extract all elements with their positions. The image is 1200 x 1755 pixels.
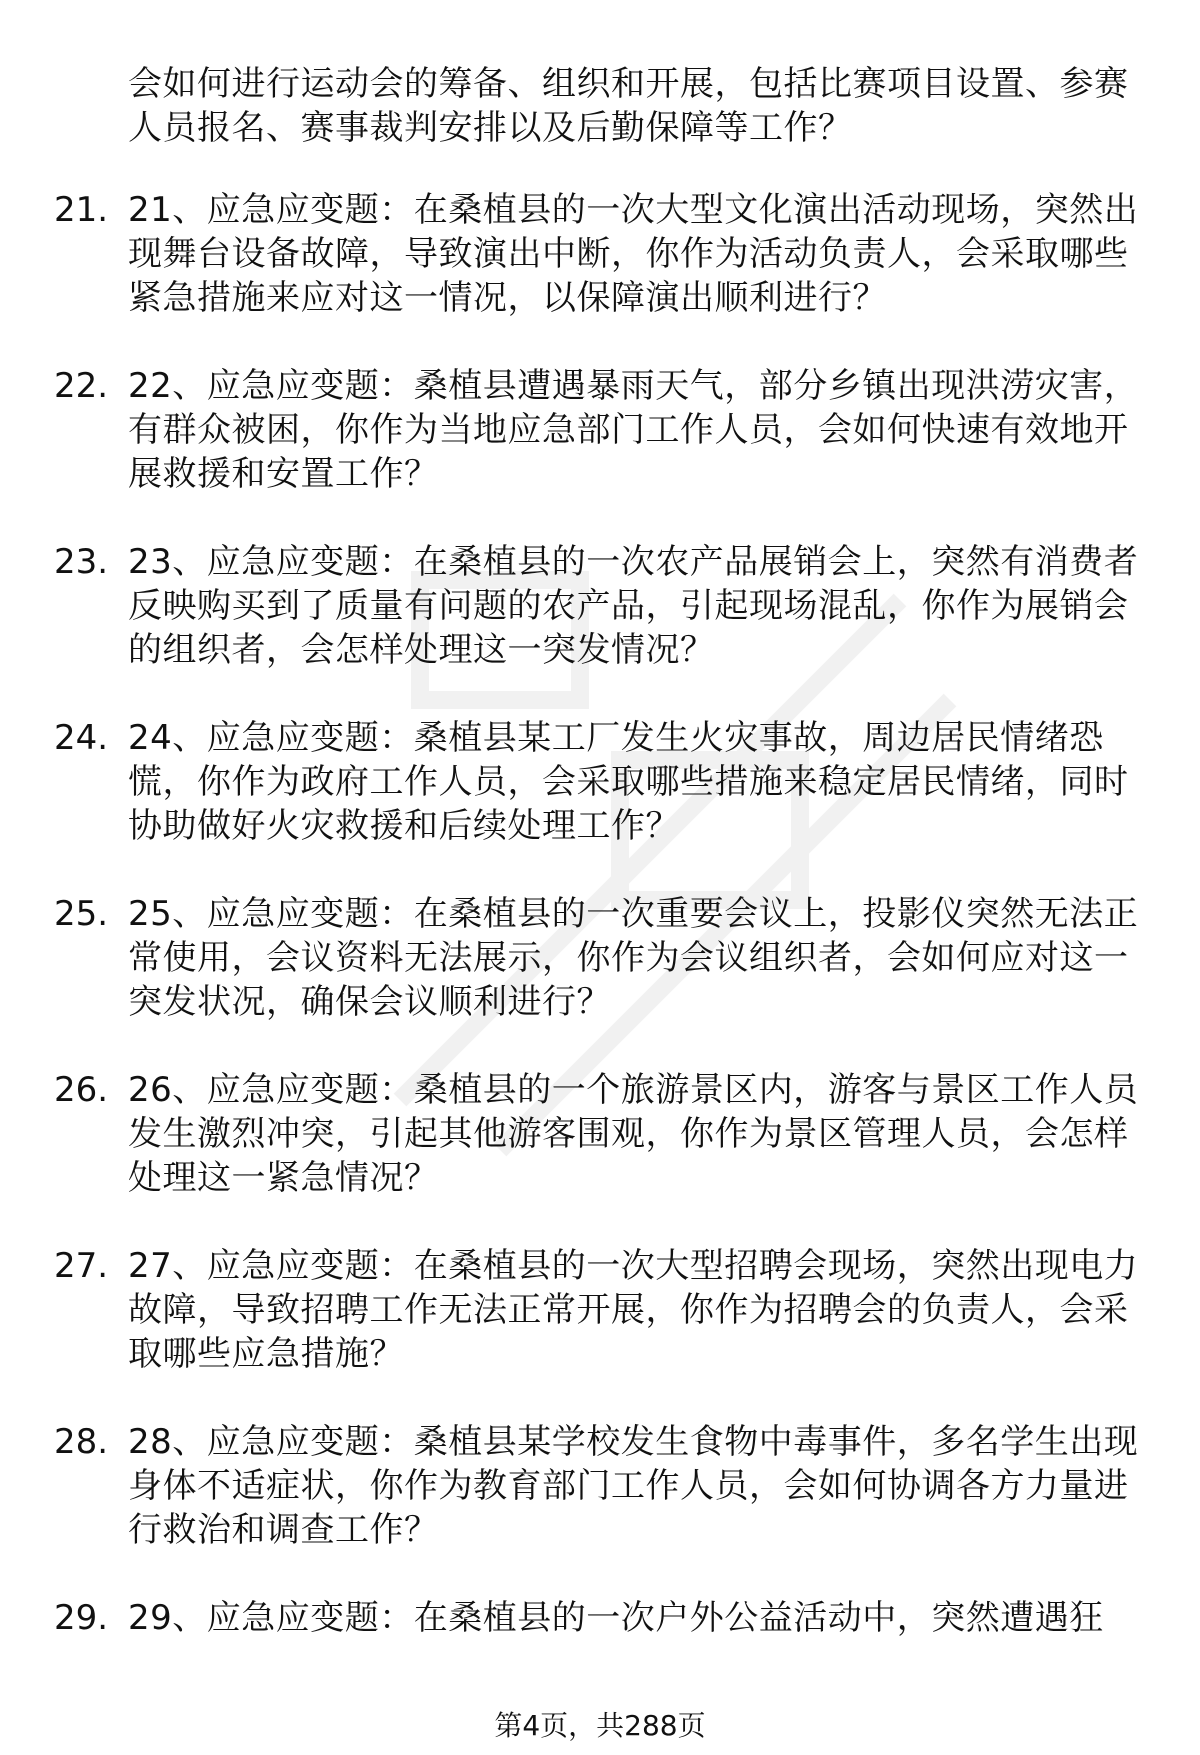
item-number: 28. (54, 1422, 109, 1462)
list-item (0, 1244, 1200, 1376)
item-number: 21. (54, 190, 109, 230)
list-item (0, 1068, 1200, 1200)
item-text: 25、应急应变题：在桑植县的一次重要会议上，投影仪突然无法正常使用，会议资料无法展示，你作为会议组织者，会如何应对这一突发状况，确保会议顺利进行？ (128, 894, 1139, 1022)
list-item (0, 1596, 1200, 1640)
item-number: 26. (54, 1070, 109, 1110)
continuation-text: 会如何进行运动会的筹备、组织和开展，包括比赛项目设置、参赛人员报名、赛事裁判安排以及后勤保障等工作？ (128, 64, 1129, 148)
list-item (0, 716, 1200, 848)
item-number: 22. (54, 366, 109, 406)
item-text: 27、应急应变题：在桑植县的一次大型招聘会现场，突然出现电力故障，导致招聘工作无法正常开展，你作为招聘会的负责人，会采取哪些应急措施？ (128, 1246, 1139, 1374)
item-number: 25. (54, 894, 109, 934)
list-item (0, 892, 1200, 1024)
item-number: 27. (54, 1246, 109, 1286)
item-number: 23. (54, 542, 109, 582)
item-text: 22、应急应变题：桑植县遭遇暴雨天气，部分乡镇出现洪涝灾害，有群众被困，你作为当地应急部门工作人员，会如何快速有效地开展救援和安置工作？ (128, 366, 1139, 494)
item-number: 24. (54, 718, 109, 758)
item-text: 21、应急应变题：在桑植县的一次大型文化演出活动现场，突然出现舞台设备故障，导致演出中断，你作为活动负责人，会采取哪些紧急措施来应对这一情况，以保障演出顺利进行？ (128, 190, 1139, 318)
list-item (0, 1420, 1200, 1552)
list-item (0, 188, 1200, 320)
list-item (0, 364, 1200, 496)
list-item (0, 540, 1200, 672)
page-footer: 第4页，共288页 (494, 1709, 706, 1742)
question-list (0, 188, 1200, 1684)
item-text: 26、应急应变题：桑植县的一个旅游景区内，游客与景区工作人员发生激烈冲突，引起其他游客围观，你作为景区管理人员，会怎样处理这一紧急情况？ (128, 1070, 1139, 1198)
item-number: 29. (54, 1598, 109, 1638)
item-text: 29、应急应变题：在桑植县的一次户外公益活动中，突然遭遇狂 (128, 1598, 1104, 1638)
item-text: 28、应急应变题：桑植县某学校发生食物中毒事件，多名学生出现身体不适症状，你作为教育部门工作人员，会如何协调各方力量进行救治和调查工作？ (128, 1422, 1139, 1550)
item-text: 24、应急应变题：桑植县某工厂发生火灾事故，周边居民情绪恐慌，你作为政府工作人员，会采取哪些措施来稳定居民情绪，同时协助做好火灾救援和后续处理工作？ (128, 718, 1129, 846)
item-text: 23、应急应变题：在桑植县的一次农产品展销会上，突然有消费者反映购买到了质量有问题的农产品，引起现场混乱，你作为展销会的组织者，会怎样处理这一突发情况？ (128, 542, 1139, 670)
